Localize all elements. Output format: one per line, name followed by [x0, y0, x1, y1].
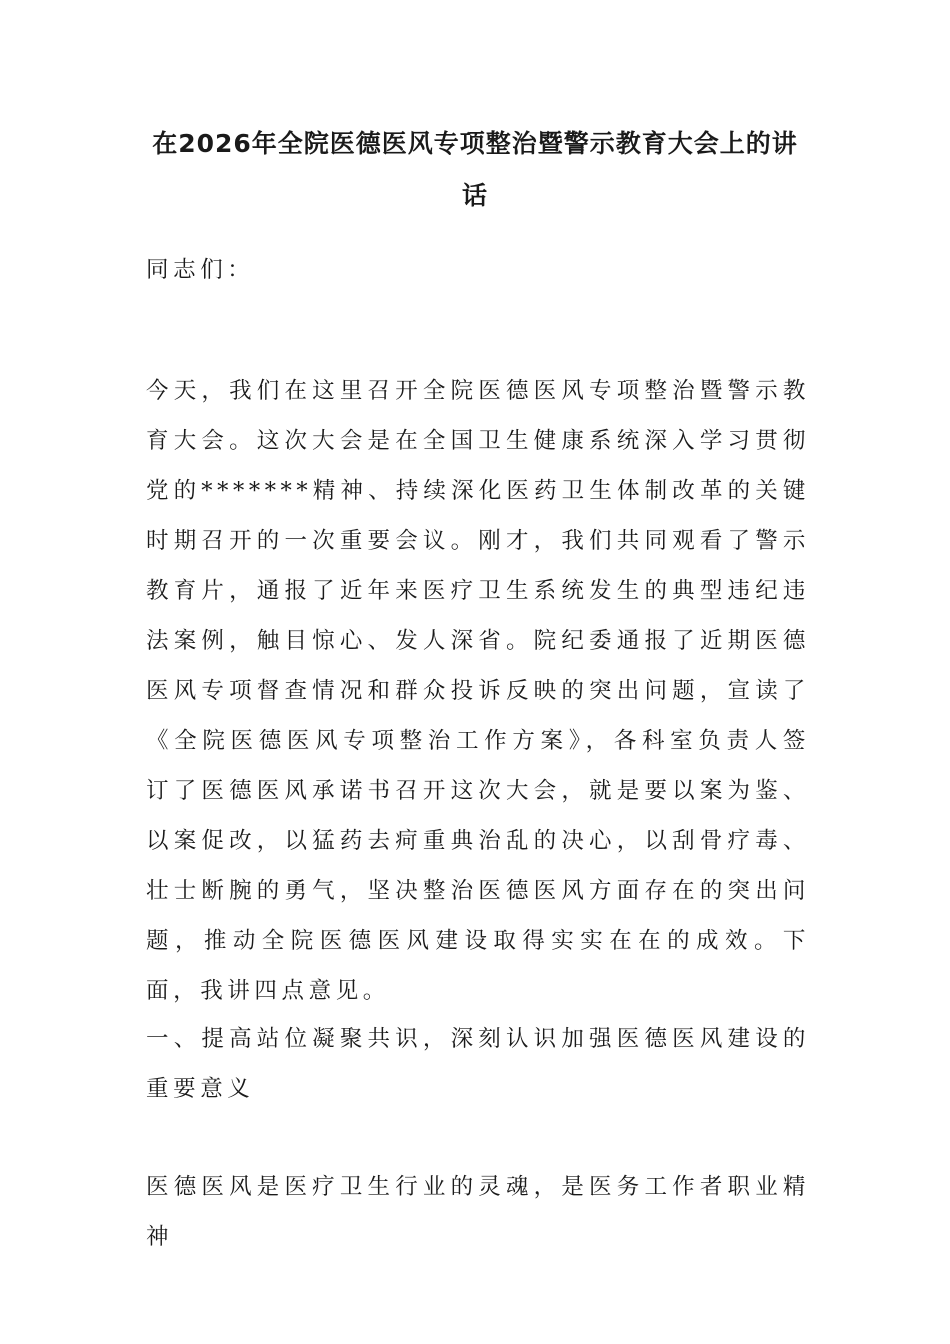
- section-heading-one: 一、提高站位凝聚共识，深刻认识加强医德医风建设的重要意义: [146, 1026, 810, 1102]
- body-paragraph-section-one: 医德医风是医疗卫生行业的灵魂，是医务工作者职业精神: [146, 1174, 810, 1250]
- body-paragraph-opening: 今天，我们在这里召开全院医德医风专项整治暨警示教育大会。这次大会是在全国卫生健康系统深入学习贯彻党的*******精神、持续深化医药卫生体制改革的关键时期召开的一次重要会议。刚才，我们共同观看了警示教育片，通报了近年来医疗卫生系统发生的典型违纪违法案例，触目惊心、发人深省。院纪委通报了近期医德医风专项督查情况和群众投诉反映的突出问题，宣读了《全院医德医风专项整治工作方案》，各科室负责人签订了医德医风承诺书召开这次大会，就是要以案为鉴、以案促改，以猛药去疴重典治乱的决心，以刮骨疗毒、壮士断腕的勇气，坚决整治医德医风方面存在的突出问题，推动全院医德医风建设取得实实在在的成效。下面，我讲四点意见。: [146, 378, 810, 1004]
- salutation: 同志们：: [146, 257, 255, 283]
- document-title: 在2026年全院医德医风专项整治暨警示教育大会上的讲话: [152, 129, 798, 210]
